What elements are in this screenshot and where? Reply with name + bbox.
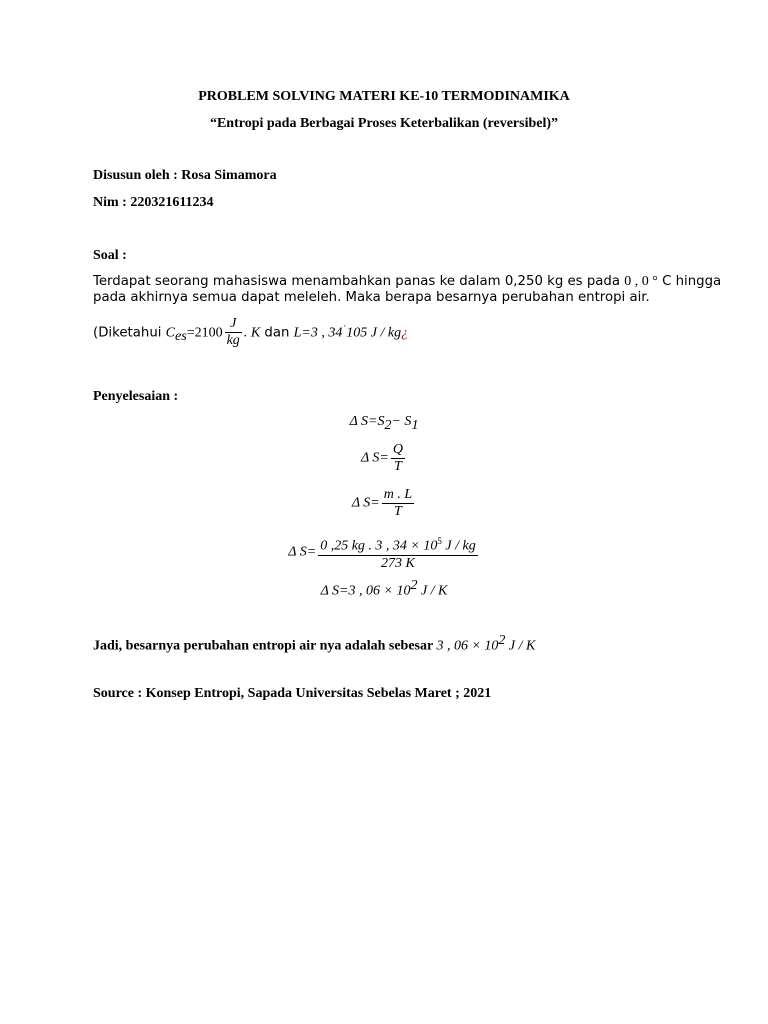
eq3-numerator: m . L [383, 487, 413, 502]
solution-heading: Penyelesaian : [93, 389, 179, 404]
conclusion-value: 3 , 06 × 10 [436, 638, 499, 654]
given-c-unit-k: . K [243, 325, 261, 341]
problem-text-post: C hingga [657, 274, 722, 289]
conclusion-exponent: 2 [498, 633, 506, 648]
problem-text-pre: Terdapat seorang mahasiswa menambahkan panas ke dalam 0,250 kg es pada [93, 274, 625, 289]
document-subtitle: “Entropi pada Berbagai Proses Keterbalikan (reversibel)” [209, 116, 559, 131]
given-l-rest: 105 J / kg [346, 325, 402, 341]
problem-text-line-1 [93, 274, 721, 290]
equation-2 [0, 442, 768, 475]
conclusion [93, 632, 535, 655]
eq4-num-pre: 0 ,25 kg . 3 , 34 × 10 [320, 538, 438, 554]
eq5-lhs: Δ S=3 , 06 × 10 [320, 583, 411, 599]
given-c-unit-fraction [225, 316, 242, 349]
source-citation: Source : Konsep Entropi, Sapada Universitas Sebelas Maret ; 2021 [93, 686, 492, 701]
eq1-minus: − S [391, 414, 412, 429]
equation-3 [0, 487, 768, 520]
eq4-denominator: 273 K [381, 555, 415, 571]
eq3-denominator: T [394, 504, 402, 519]
author-name: Disusun oleh : Rosa Simamora [93, 168, 277, 183]
given-prefix: (Diketahui [93, 325, 166, 341]
given-question-mark: ¿ [401, 325, 409, 341]
problem-heading: Soal : [93, 248, 127, 263]
eq4-lhs: Δ S= [288, 544, 317, 560]
conclusion-unit: J / K [505, 638, 536, 654]
given-c-unit-denominator: kg [226, 333, 240, 348]
problem-text-line-2: pada akhirnya semua dapat meleleh. Maka berapa besarnya perubahan entropi air. [93, 290, 650, 305]
eq1-sub-2: 2 [384, 417, 392, 433]
eq1-sub-1: 1 [411, 417, 419, 433]
given-l-mark: · [343, 321, 347, 332]
eq2-numerator: Q [392, 442, 404, 457]
equation-1 [0, 414, 768, 434]
given-c-subscript: es [175, 329, 187, 345]
eq4-fraction [318, 533, 478, 572]
conclusion-text: Jadi, besarnya perubahan entropi air nya adalah sebesar [93, 638, 437, 654]
student-id: Nim : 220321611234 [93, 195, 214, 210]
given-values [93, 316, 408, 349]
eq3-fraction [382, 487, 414, 520]
eq4-num-post: J / kg [441, 538, 476, 554]
eq1-lhs: Δ S=S [349, 414, 385, 429]
eq4-numerator [318, 533, 478, 556]
given-c-symbol: C [165, 325, 176, 341]
eq4-num-exponent: 5 [437, 536, 442, 546]
given-c-unit-numerator: J [225, 316, 242, 333]
temperature-value: 0 , 0 ° [624, 274, 658, 289]
document-title: PROBLEM SOLVING MATERI KE-10 TERMODINAMIKA [198, 89, 570, 104]
equation-5 [0, 578, 768, 600]
eq2-lhs: Δ S= [360, 450, 389, 466]
given-l-value: L=3 , 34 [293, 325, 343, 341]
eq2-denominator: T [394, 459, 402, 474]
given-c-value: =2100 [186, 325, 223, 341]
equation-4 [0, 533, 768, 572]
eq5-exponent: 2 [410, 578, 418, 593]
eq2-fraction [391, 442, 405, 475]
given-and: dan [260, 325, 294, 341]
eq3-lhs: Δ S= [351, 495, 380, 511]
eq5-unit: J / K [417, 583, 448, 599]
